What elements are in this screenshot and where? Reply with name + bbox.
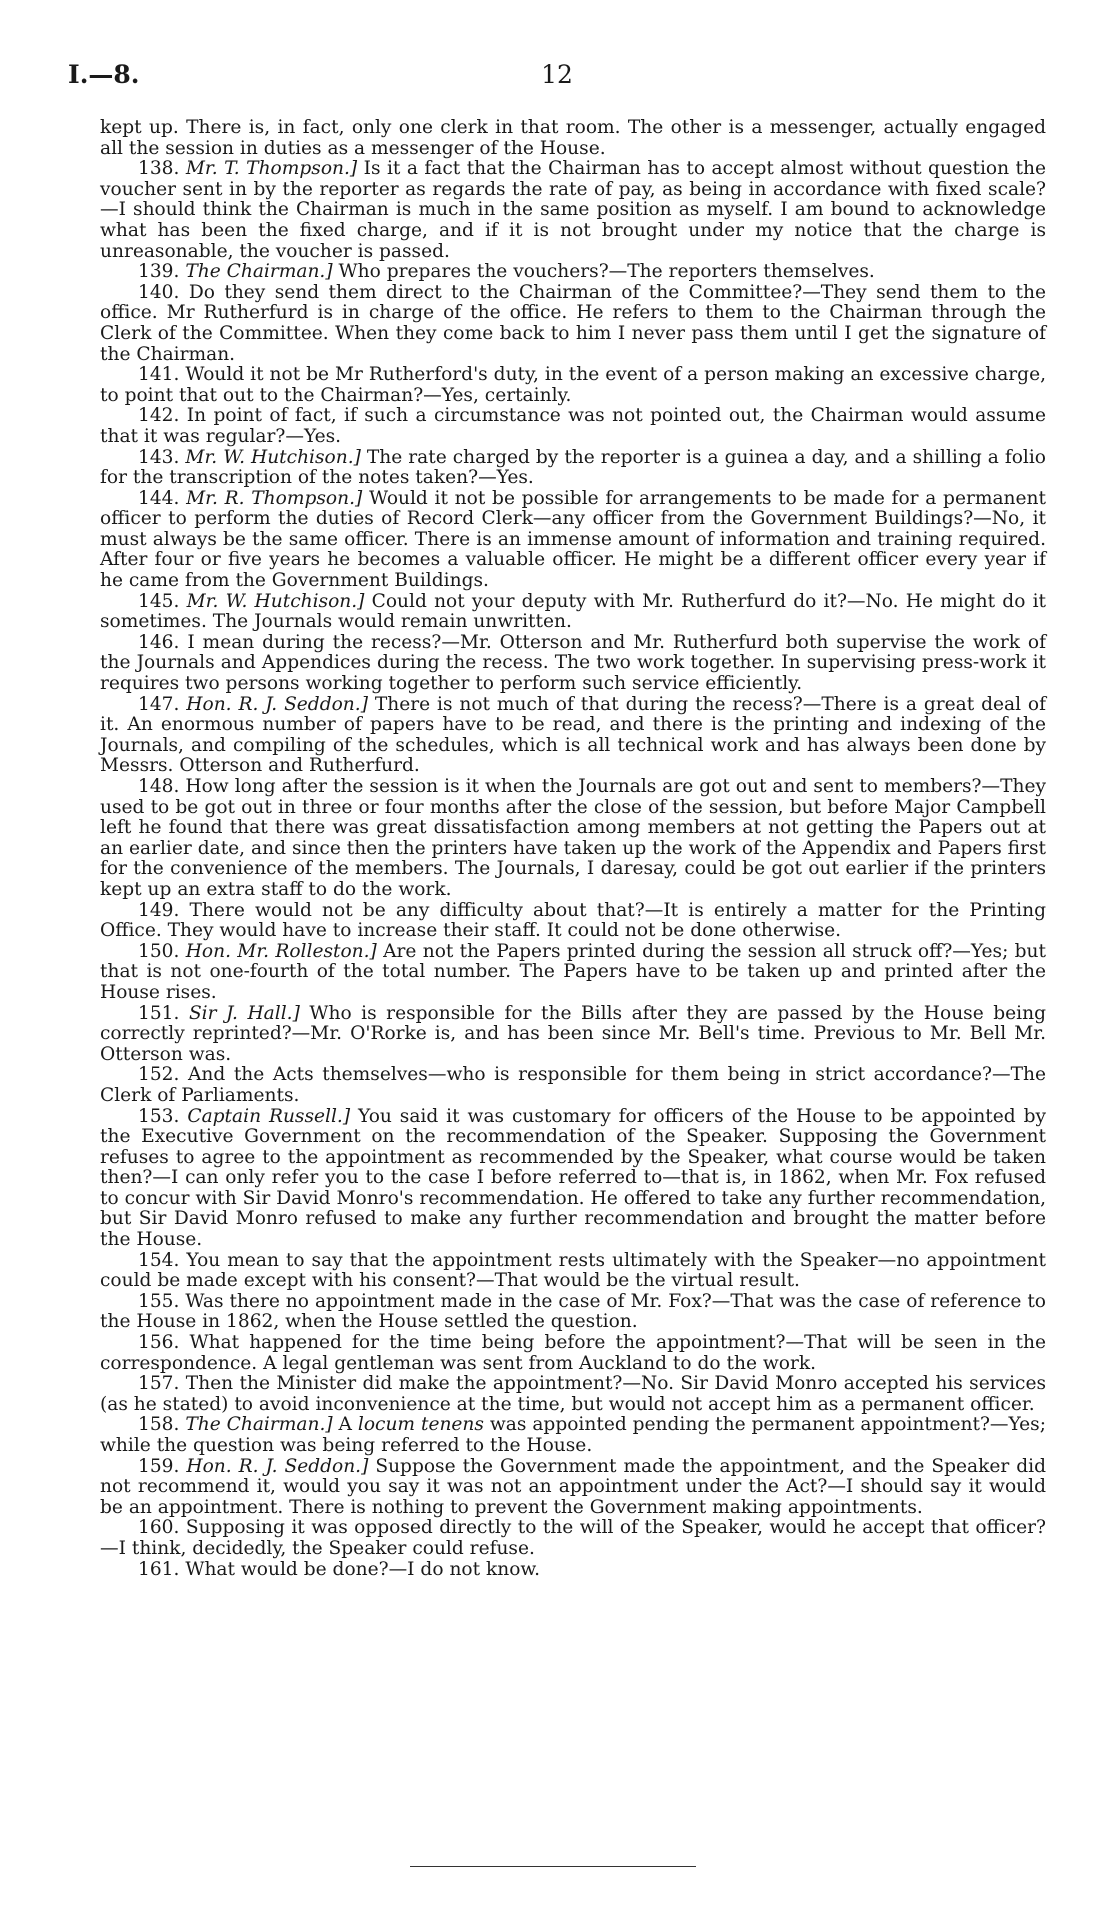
- question-141: [100, 365, 1046, 406]
- paragraph-text: You mean to say that the appointment rests ultimately with the Speaker—no appointment could be made except with his consent?—That would be the virtual result.: [100, 1249, 1046, 1292]
- question-153: [100, 1107, 1046, 1251]
- paragraph-text: Do they send them direct to the Chairman of the Committee?—They send them to the office. Mr Rutherfurd is in charge of the office. He refers to them to the Chairman through the Clerk of the Committee. When they come back to him I never pass them until I get the signature of the Chairman.: [100, 281, 1046, 365]
- speaker-name: Mr. T. Thompson.]: [185, 158, 358, 180]
- question-143: [100, 448, 1046, 489]
- paragraph-text: Could not your deputy with Mr. Rutherfurd do it?—No. He might do it sometimes. The Journals would remain unwritten.: [100, 590, 1046, 633]
- question-148: [100, 777, 1046, 901]
- speaker-name: Mr. W. Hutchison.]: [186, 590, 365, 612]
- question-number: 159.: [138, 1455, 180, 1477]
- paragraph-text: Would it not be Mr Rutherford's duty, in the event of a person making an excessive charge, to point that out to the Chairman?—Yes, certainly.: [100, 364, 1046, 406]
- paragraph-text: What happened for the time being before the appointment?—That will be seen in the correspondence. A legal gentleman was sent from Auckland to do the work.: [100, 1332, 1046, 1374]
- question-155: [100, 1292, 1046, 1333]
- question-number: 152.: [138, 1064, 180, 1086]
- latin-phrase: locum tenens: [357, 1414, 484, 1436]
- paragraph-text: was appointed pending the permanent appointment?—Yes; while the question was being referred to the House.: [100, 1414, 1046, 1456]
- question-number: 147.: [138, 693, 180, 715]
- paragraph-text: kept up. There is, in fact, only one clerk in that room. The other is a messenger, actually engaged all the session in duties as a messenger of the House.: [100, 117, 1046, 159]
- paragraph-text: Then the Minister did make the appointment?—No. Sir David Monro accepted his services (as he stated) to avoid inconvenience at the time, but would not accept him as a permanent officer.: [100, 1373, 1047, 1415]
- paragraph-text: You said it was customary for officers of the House to be appointed by the Executive Government on the recommendation of the Speaker. Supposing the Government refuses to agree to the appointment as recommended by the Speaker, what course would be taken then?—I can only refer you to the case I before referred to—that is, in 1862, when Mr. Fox refused to concur with Sir David Monro's recommendation. He offered to take any further recommendation, but Sir David Monro refused to make any further recommendation and brought the matter before the House.: [100, 1105, 1047, 1251]
- paragraph-text: Would it not be possible for arrangements to be made for a permanent officer to perform the duties of Record Clerk—any officer from the Government Buildings?—No, it must always be the same officer. There is an immense amount of information and training required. After four or five years he becomes a valuable officer. He might be a different officer every year if he came from the Government Buildings.: [100, 487, 1046, 592]
- paragraph-text: Are not the Papers printed during the session all struck off?—Yes; but that is not one-fourth of the total number. The Papers have to be taken up and printed after the House rises.: [100, 940, 1046, 1003]
- question-number: 158.: [138, 1414, 180, 1436]
- paragraph-text: Was there no appointment made in the case of Mr. Fox?—That was the case of reference to the House in 1862, when the House settled the question.: [100, 1290, 1046, 1333]
- question-139: [100, 262, 1046, 283]
- paragraph-text: In point of fact, if such a circumstance was not pointed out, the Chairman would assume that it was regular?—Yes.: [100, 405, 1046, 447]
- speaker-name: The Chairman.]: [185, 1414, 333, 1436]
- question-number: 161.: [138, 1558, 180, 1580]
- question-number: 149.: [138, 899, 180, 921]
- question-number: 151.: [138, 1002, 180, 1024]
- paragraph-text: There would not be any difficulty about that?—It is entirely a matter for the Printing Office. They would have to increase their staff. It could not be done otherwise.: [100, 899, 1046, 942]
- speaker-name: Mr. R. Thompson.]: [186, 487, 363, 509]
- question-number: 160.: [138, 1517, 180, 1539]
- question-152: [100, 1065, 1046, 1106]
- paragraph-text: How long after the session is it when the Journals are got out and sent to members?—They used to be got out in three or four months after the close of the session, but before Major Campbell left he found that there was great dissatisfaction among members at not getting the Papers out at an earlier date, and since then the printers have taken up the work of the Appendix and Papers first for the convenience of the members. The Journals, I daresay, could be got out earlier if the printers kept up an extra staff to do the work.: [100, 776, 1046, 900]
- paragraph-text: Supposing it was opposed directly to the will of the Speaker, would he accept that officer?—I think, decidedly, the Speaker could refuse.: [100, 1517, 1046, 1559]
- question-160: [100, 1518, 1046, 1559]
- question-number: 140.: [138, 281, 180, 303]
- speaker-name: Mr. W. Hutchison.]: [185, 446, 361, 468]
- question-number: 155.: [138, 1290, 180, 1312]
- question-140: [100, 283, 1046, 365]
- question-number: 143.: [138, 446, 180, 468]
- paragraph-text: And the Acts themselves—who is responsible for them being in strict accordance?—The Clerk of Parliaments.: [100, 1064, 1046, 1106]
- question-146: [100, 633, 1046, 695]
- paragraph-text: Is it a fact that the Chairman has to accept almost without question the voucher sent in by the reporter as regards the rate of pay, as being in accordance with fixed scale?—I should think the Chairman is much in the same position as myself. I am bound to acknowledge what has been the fixed charge, and if it is not brought under my notice that the charge is unreasonable, the voucher is passed.: [100, 158, 1046, 262]
- speaker-name: The Chairman.]: [185, 261, 333, 283]
- paragraph-text: Who is responsible for the Bills after they are passed by the House being correctly reprinted?—Mr. O'Rorke is, and has been since Mr. Bell's time. Previous to Mr. Bell Mr. Otterson was.: [100, 1002, 1046, 1065]
- question-number: 154.: [138, 1249, 180, 1271]
- question-151: [100, 1004, 1046, 1066]
- paragraph-text: What would be done?—I do not know.: [185, 1558, 541, 1580]
- question-157: [100, 1374, 1046, 1415]
- question-144: [100, 489, 1046, 592]
- question-147: [100, 695, 1046, 777]
- paragraph-text: Who prepares the vouchers?—The reporters themselves.: [338, 261, 875, 283]
- paragraph-text-lead: A: [338, 1414, 352, 1436]
- question-number: 139.: [138, 261, 180, 283]
- question-number: 144.: [138, 487, 180, 509]
- question-150: [100, 942, 1046, 1004]
- question-149: [100, 901, 1046, 942]
- question-number: 157.: [138, 1373, 180, 1395]
- speaker-name: Hon. R. J. Seddon.]: [186, 693, 368, 715]
- question-number: 153.: [138, 1105, 180, 1127]
- speaker-name: Captain Russell.]: [187, 1105, 351, 1127]
- speaker-name: Hon. Mr. Rolleston.]: [185, 940, 377, 962]
- paragraph-text: Suppose the Government made the appointment, and the Speaker did not recommend it, would you say it was not an appointment under the Act?—I should say it would be an appointment. There is nothing to prevent the Government making appointments.: [100, 1455, 1046, 1518]
- body-text: [100, 118, 1046, 1580]
- page-number: 12: [541, 60, 573, 89]
- question-number: 141.: [138, 364, 180, 386]
- paragraph-text: I mean during the recess?—Mr. Otterson and Mr. Rutherfurd both supervise the work of the Journals and Appendices during the recess. The two work together. In supervising press-work it requires two persons working together to perform such service efficiently.: [100, 631, 1046, 695]
- page-header: [68, 60, 1046, 100]
- document-reference: I.—8.: [68, 60, 140, 89]
- speaker-name: Hon. R. J. Seddon.]: [186, 1455, 369, 1477]
- paragraph-continuation: [100, 118, 1046, 159]
- question-number: 138.: [138, 158, 180, 180]
- question-number: 146.: [138, 631, 180, 653]
- question-number: 150.: [138, 940, 180, 962]
- question-138: [100, 159, 1046, 262]
- question-158: [100, 1415, 1046, 1456]
- question-number: 142.: [138, 405, 180, 427]
- question-156: [100, 1333, 1046, 1374]
- question-145: [100, 592, 1046, 633]
- end-rule: [410, 1866, 696, 1867]
- question-159: [100, 1457, 1046, 1519]
- speaker-name: Sir J. Hall.]: [188, 1002, 300, 1024]
- question-number: 148.: [138, 776, 180, 797]
- question-142: [100, 406, 1046, 447]
- question-154: [100, 1251, 1046, 1292]
- paragraph-text: There is not much of that during the recess?—There is a great deal of it. An enormous number of papers have to be read, and there is the printing and indexing of the Journals, and compiling of the schedules, which is all technical work and has always been done by Messrs. Otterson and Rutherfurd.: [100, 693, 1046, 777]
- question-number: 145.: [138, 590, 180, 612]
- question-number: 156.: [138, 1332, 180, 1354]
- question-161: [100, 1560, 1046, 1581]
- paragraph-text: The rate charged by the reporter is a guinea a day, and a shilling a folio for the transcription of the notes taken?—Yes.: [100, 446, 1047, 489]
